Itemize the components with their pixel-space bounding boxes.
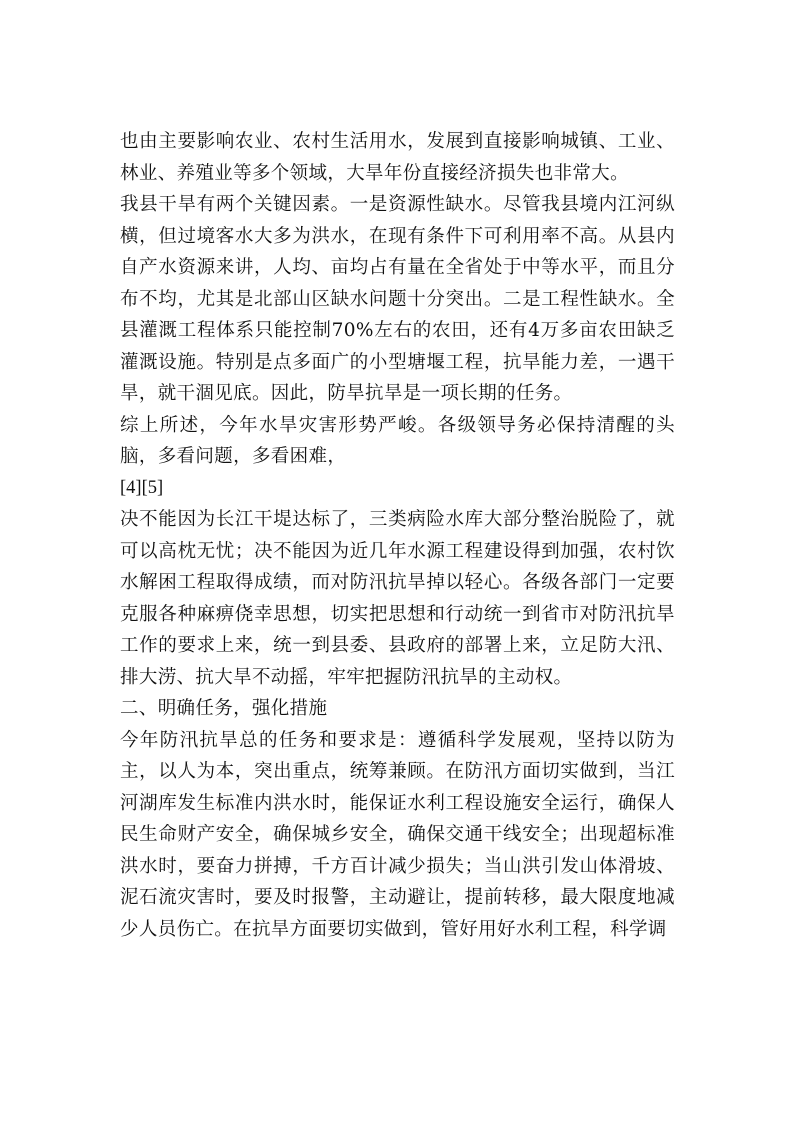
paragraph-summary: 综上所述，今年水旱灾害形势严峻。各级领导务必保持清醒的头脑，多看问题，多看困难， [120, 414, 675, 467]
reference-marker: [4][5] [120, 477, 164, 498]
paragraph-impact: 也由主要影响农业、农村生活用水，发展到直接影响城镇、工业、林业、养殖业等多个领域，大旱年份直接经济损失也非常大。 [120, 131, 675, 184]
paragraph-tasks: 今年防汛抗旱总的任务和要求是：遵循科学发展观，坚持以防为主，以人为本，突出重点，统筹兼顾。在防汛方面切实做到，当江河湖库发生标准内洪水时，能保证水利工程设施安全运行，确保人民生命财产安全，确保城乡安全，确保交通干线安全；出现超标准洪水时，要奋力拼搏，千方百计减少损失；当山洪引发山体滑坡、泥石流灾害时，要及时报警，主动避让，提前转移，最大限度地减少人员伤亡。在抗旱方面要切实做到，管好用好水利工程，科学调 [120, 729, 675, 940]
paragraph-no-complacency: 决不能因为长江干堤达标了，三类病险水库大部分整治脱险了，就可以高枕无忧；决不能因为近几年水源工程建设得到加强，农村饮水解困工程取得成绩，而对防汛抗旱掉以轻心。各级各部门一定要克服各种麻痹侥幸思想，切实把思想和行动统一到省市对防汛抗旱工作的要求上来，统一到县委、县政府的部署上来，立足防大汛、排大涝、抗大旱不动摇，牢牢把握防汛抗旱的主动权。 [120, 509, 675, 688]
paragraph-drought-factors: 我县干旱有两个关键因素。一是资源性缺水。尽管我县境内江河纵横，但过境客水大多为洪水，在现有条件下可利用率不高。从县内自产水资源来讲，人均、亩均占有量在全省处于中等水平，而且分布不均，尤其是北部山区缺水问题十分突出。二是工程性缺水。全县灌溉工程体系只能控制70%左右的农田，还有4万多亩农田缺乏灌溉设施。特别是点多面广的小型塘堰工程，抗旱能力差，一遇干旱，就干涸见底。因此，防旱抗旱是一项长期的任务。 [120, 194, 675, 404]
document-body [120, 126, 675, 945]
section-heading: 二、明确任务，强化措施 [120, 698, 328, 719]
